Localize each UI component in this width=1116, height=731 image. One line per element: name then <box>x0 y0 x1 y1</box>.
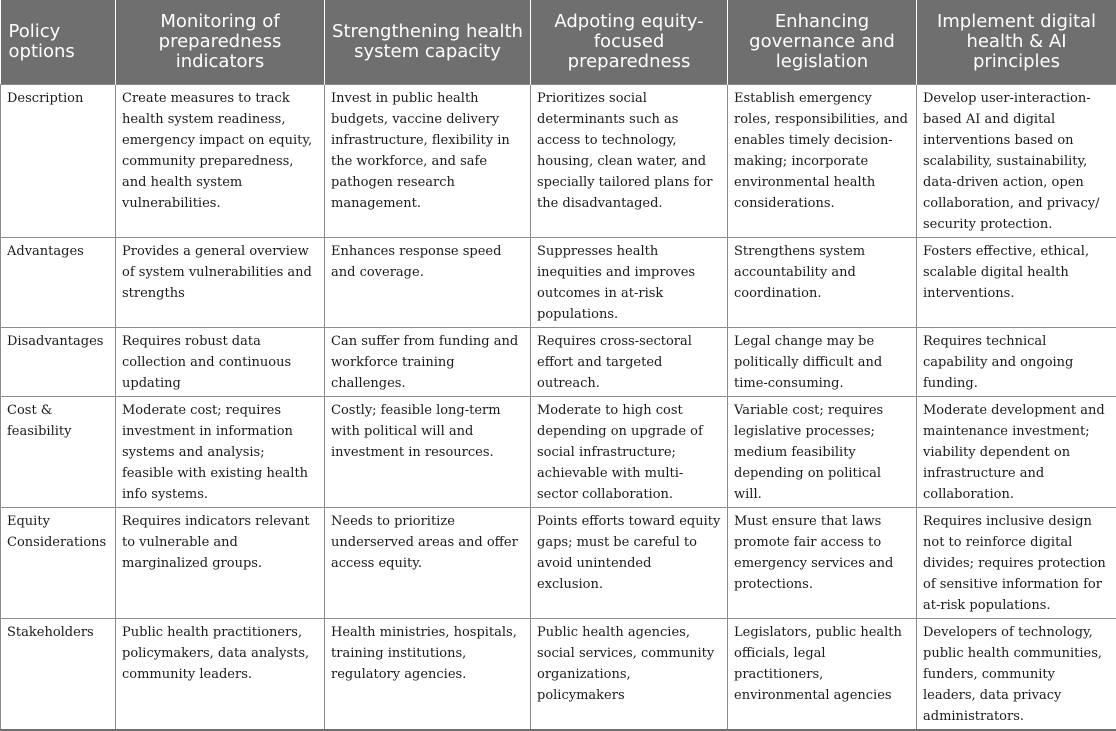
table-row <box>1 85 1116 238</box>
table-cell: Create measures to track health system readiness, emergency impact on equity, community preparedness, and health system vulnerabilities. <box>116 85 325 238</box>
table-cell: Variable cost; requires legislative processes; medium feasibility depending on political will. <box>728 397 917 508</box>
table-row <box>1 508 1116 619</box>
table-cell: Requires technical capability and ongoing funding. <box>917 328 1116 397</box>
table-cell: Developers of technology, public health communities, funders, community leaders, data privacy administrators. <box>917 619 1116 731</box>
table-cell: Invest in public health budgets, vaccine delivery infrastructure, flexibility in the workforce, and safe pathogen research management. <box>325 85 531 238</box>
table-row <box>1 619 1116 731</box>
header-strengthening: Strengthening health system capacity <box>325 0 531 85</box>
table-cell: Requires robust data collection and continuous updating <box>116 328 325 397</box>
table-cell: Must ensure that laws promote fair access to emergency services and protections. <box>728 508 917 619</box>
table-cell: Legal change may be politically difficult and time-consuming. <box>728 328 917 397</box>
row-label: Disadvantages <box>1 328 116 397</box>
table-cell: Points efforts toward equity gaps; must be careful to avoid unintended exclusion. <box>531 508 728 619</box>
table-cell: Public health agencies, social services, community organizations, policymakers <box>531 619 728 731</box>
table-cell: Enhances response speed and coverage. <box>325 238 531 328</box>
table-cell: Moderate development and maintenance investment; viability dependent on infrastructure and collaboration. <box>917 397 1116 508</box>
header-policy-options: Policy options <box>1 0 116 85</box>
header-governance: Enhancing governance and legislation <box>728 0 917 85</box>
row-label: Stakeholders <box>1 619 116 731</box>
header-digital-health: Implement digital health & AI principles <box>917 0 1116 85</box>
table-cell: Prioritizes social determinants such as access to technology, housing, clean water, and specially tailored plans for the disadvantaged. <box>531 85 728 238</box>
table-cell: Requires cross-sectoral effort and targeted outreach. <box>531 328 728 397</box>
row-label: Description <box>1 85 116 238</box>
table-cell: Needs to prioritize underserved areas and offer access equity. <box>325 508 531 619</box>
table-cell: Requires inclusive design not to reinforce digital divides; requires protection of sensitive information for at-risk populations. <box>917 508 1116 619</box>
table-cell: Moderate to high cost depending on upgrade of social infrastructure; achievable with multi-sector collaboration. <box>531 397 728 508</box>
table-cell: Develop user-interaction-based AI and digital interventions based on scalability, sustainability, data-driven action, open collaboration, and privacy/ security protection. <box>917 85 1116 238</box>
table-cell: Establish emergency roles, responsibilities, and enables timely decision-making; incorporate environmental health considerations. <box>728 85 917 238</box>
table-cell: Moderate cost; requires investment in information systems and analysis; feasible with existing health info systems. <box>116 397 325 508</box>
table-cell: Health ministries, hospitals, training institutions, regulatory agencies. <box>325 619 531 731</box>
table-row <box>1 328 1116 397</box>
table-cell: Costly; feasible long-term with political will and investment in resources. <box>325 397 531 508</box>
table-cell: Can suffer from funding and workforce training challenges. <box>325 328 531 397</box>
header-equity-focused: Adpoting equity-focused preparedness <box>531 0 728 85</box>
table-cell: Fosters effective, ethical, scalable digital health interventions. <box>917 238 1116 328</box>
row-label: Advantages <box>1 238 116 328</box>
table-cell: Suppresses health inequities and improves outcomes in at-risk populations. <box>531 238 728 328</box>
table-cell: Public health practitioners, policymakers, data analysts, community leaders. <box>116 619 325 731</box>
table-cell: Provides a general overview of system vulnerabilities and strengths <box>116 238 325 328</box>
table-row <box>1 397 1116 508</box>
row-label: Equity Considerations <box>1 508 116 619</box>
table-cell: Strengthens system accountability and coordination. <box>728 238 917 328</box>
row-label: Cost & feasibility <box>1 397 116 508</box>
table-cell: Legislators, public health officials, legal practitioners, environmental agencies <box>728 619 917 731</box>
table-header-row <box>1 0 1116 85</box>
table-row <box>1 238 1116 328</box>
table-cell: Requires indicators relevant to vulnerable and marginalized groups. <box>116 508 325 619</box>
header-monitoring: Monitoring of preparedness indicators <box>116 0 325 85</box>
